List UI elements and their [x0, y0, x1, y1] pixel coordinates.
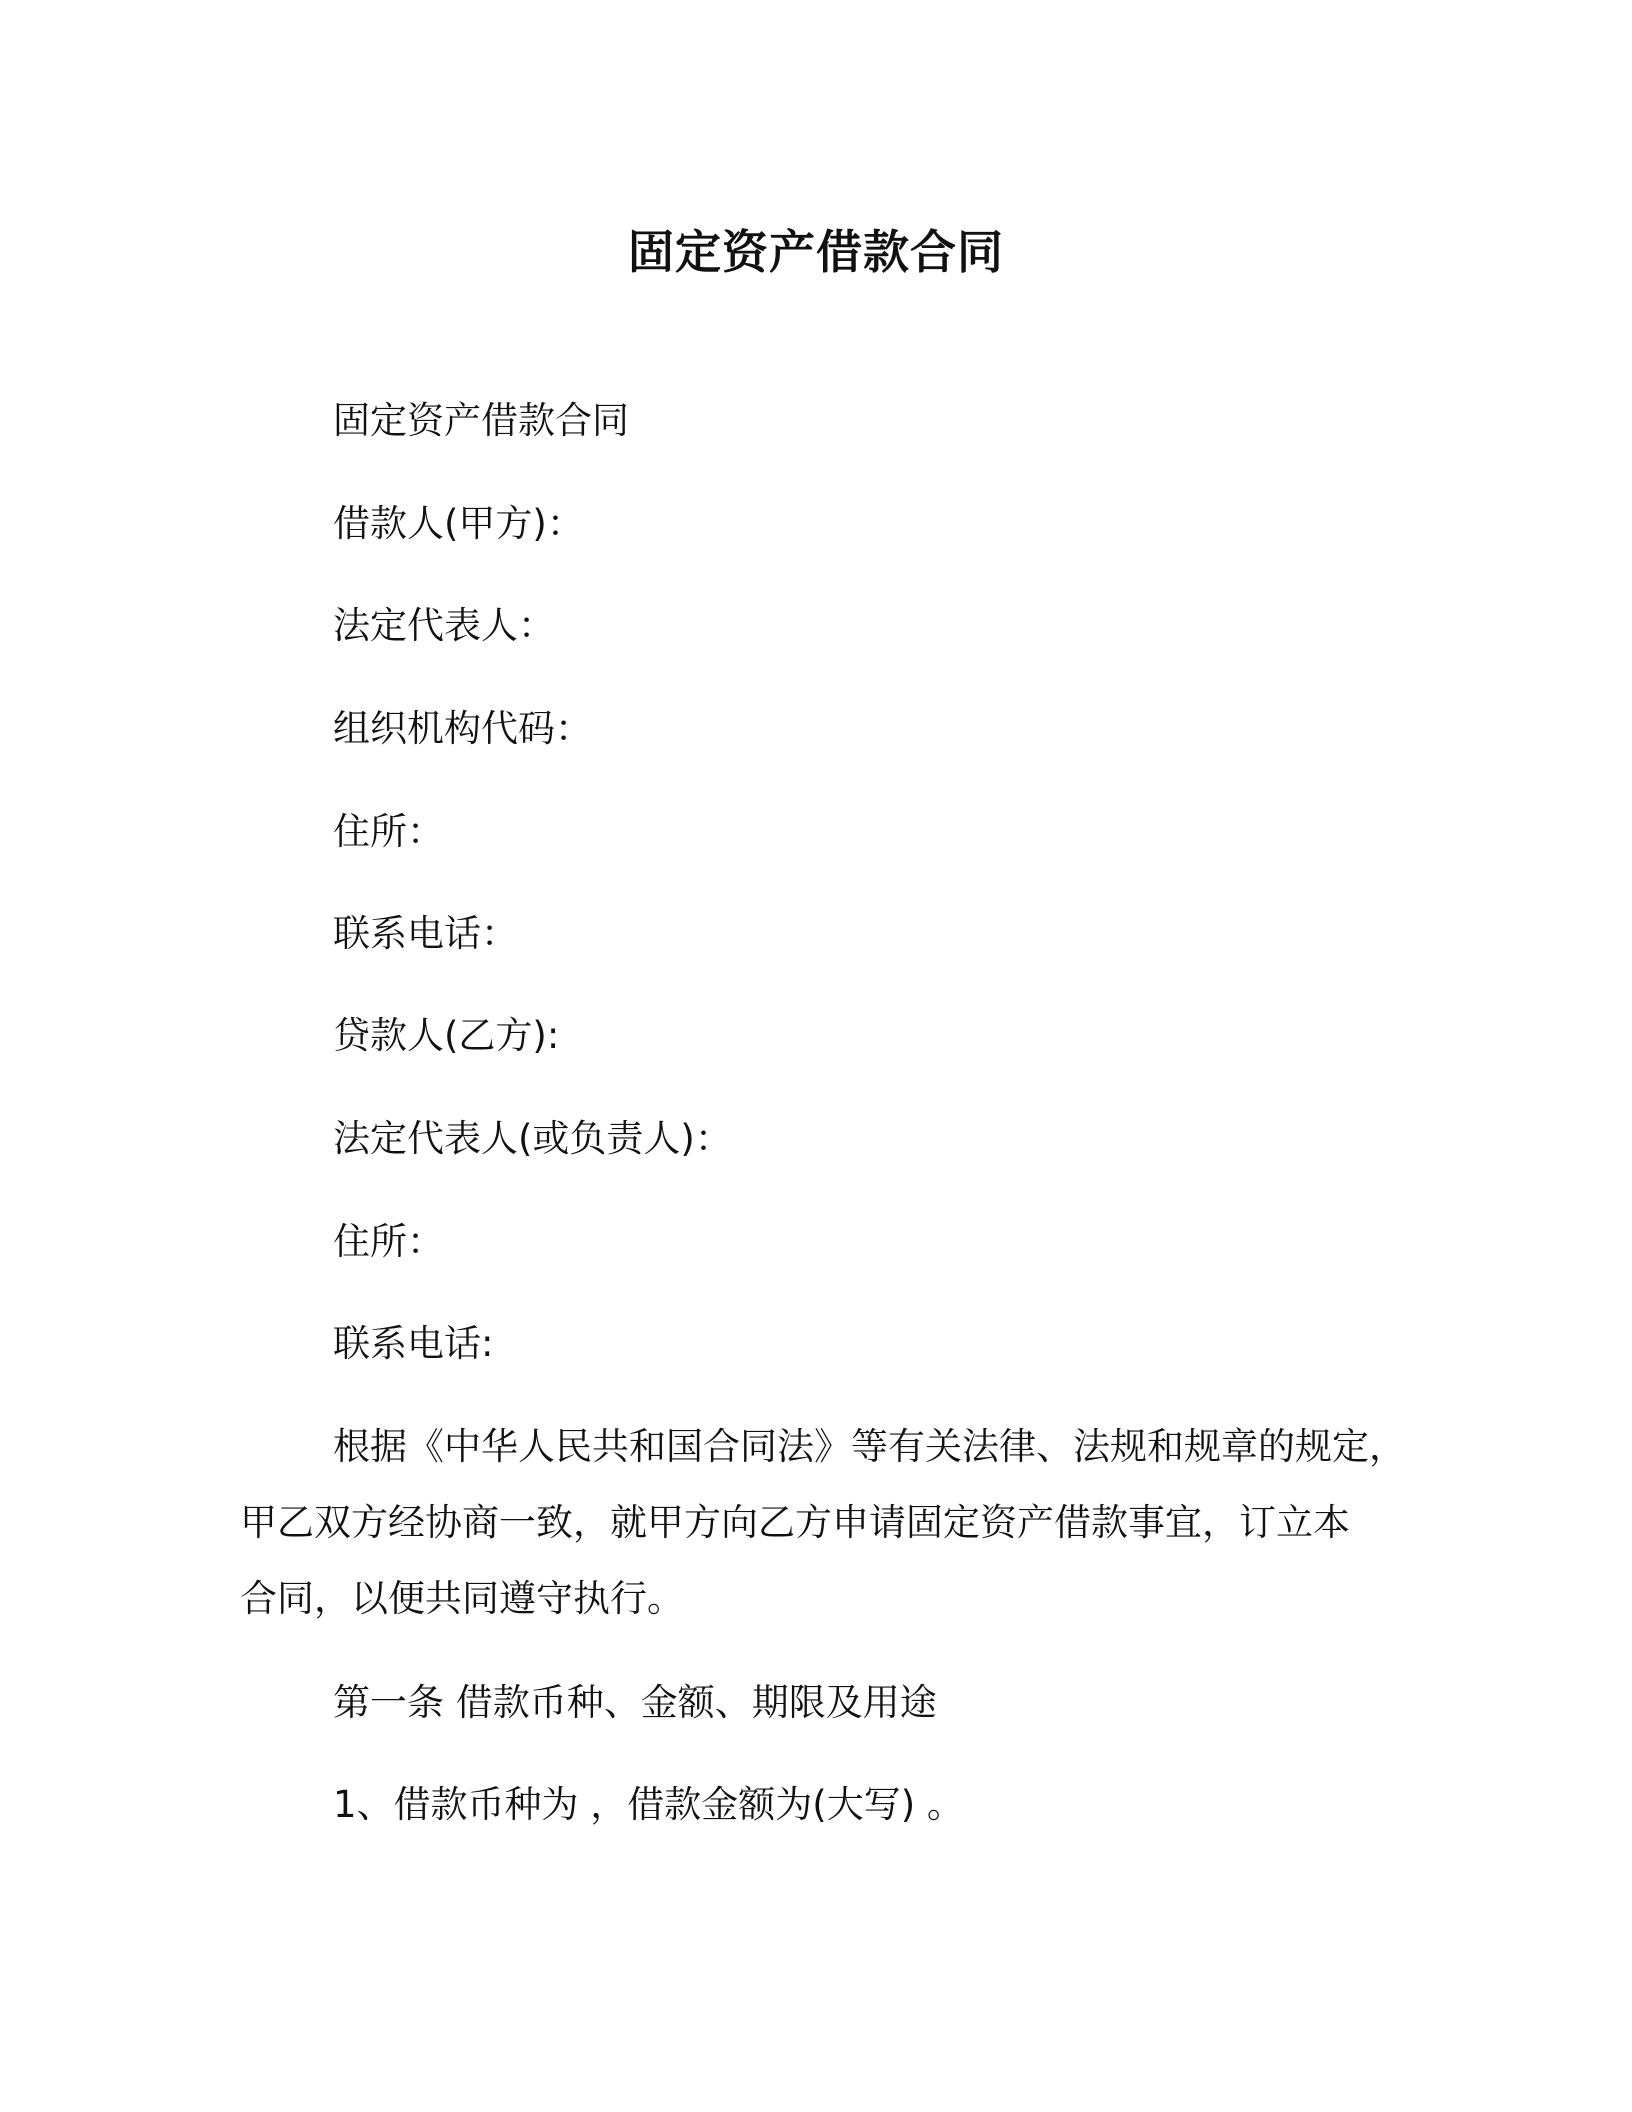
- preamble-line: 甲乙双方经协商一致，就甲方向乙方申请固定资产借款事宜，订立本: [240, 1501, 1350, 1544]
- lender-legal-rep-label: 法定代表人(或负责人)：: [333, 1117, 732, 1160]
- article-1-item-1: 1、借款币种为 ，借款金额为(大写) 。: [333, 1783, 964, 1826]
- contract-subtitle: 固定资产借款合同: [333, 399, 629, 442]
- borrower-label: 借款人(甲方)：: [333, 502, 584, 545]
- preamble-line: 根据《中华人民共和国合同法》等有关法律、法规和规章的规定，: [333, 1425, 1406, 1468]
- borrower-address-label: 住所：: [333, 810, 444, 853]
- lender-phone-label: 联系电话:: [333, 1322, 494, 1365]
- lender-address-label: 住所：: [333, 1220, 444, 1263]
- organization-code-label: 组织机构代码：: [333, 707, 592, 750]
- borrower-phone-label: 联系电话：: [333, 912, 518, 955]
- lender-label: 贷款人(乙方):: [333, 1014, 560, 1057]
- article-1-heading: 第一条 借款币种、金额、期限及用途: [333, 1681, 937, 1724]
- preamble-paragraph: [240, 1409, 1406, 1637]
- borrower-legal-rep-label: 法定代表人：: [333, 604, 555, 647]
- preamble-line: 合同，以便共同遵守执行。: [240, 1577, 684, 1620]
- document-title: 固定资产借款合同: [628, 225, 1004, 279]
